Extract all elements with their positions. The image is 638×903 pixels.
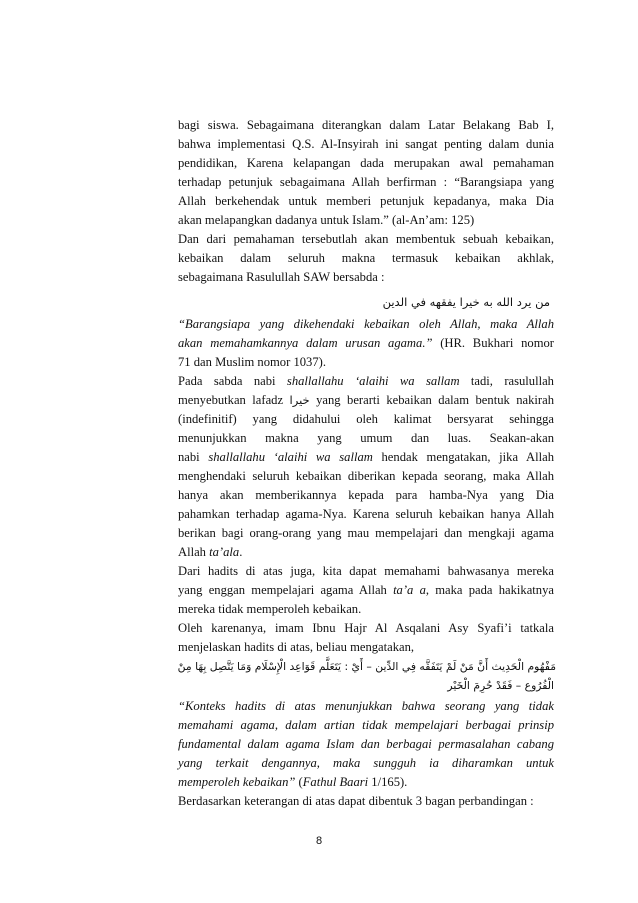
text-line: bahwa implementasi Q.S. Al-Insyirah ini sangat penting dalam dunia xyxy=(178,137,554,151)
text-line: hanya akan memberikannya kepada para hamba-Nya yang Dia xyxy=(178,488,554,502)
text-line: bagi siswa. Sebagaimana diterangkan dalam Latar Belakang Bab I, xyxy=(178,118,554,132)
text-span: , maka pada hakikatnya xyxy=(425,583,554,597)
text-line: Oleh karenanya, imam Ibnu Hajr Al Asqalani Asy Syafi’i tatkala xyxy=(178,621,554,635)
text-line: fundamental dalam agama Islam dan berbagai permasalahan cabang xyxy=(178,737,554,751)
text-span: Pada sabda nabi xyxy=(178,374,287,388)
text-span: hendak mengatakan, jika Allah xyxy=(372,450,554,464)
text-span: yang enggan mempelajari agama Allah xyxy=(178,583,394,597)
text-line xyxy=(178,334,554,353)
text-line: menjelaskan hadits di atas, beliau mengatakan, xyxy=(178,640,415,654)
text-line: (indefinitif) yang didahului oleh kalimat bersyarat sehingga xyxy=(178,412,554,426)
text-line xyxy=(178,581,554,600)
arabic-word: خيرا xyxy=(289,393,310,407)
text-line: mereka tidak memperoleh kebaikan. xyxy=(178,602,362,616)
text-line: menghendaki seluruh kebaikan diberikan kepada seorang, maka Allah xyxy=(178,469,554,483)
text-line: yang terkait dengannya, maka sungguh ia diharamkan untuk xyxy=(178,756,554,770)
text-line: terhadap petunjuk sebagaimana Allah berfirman : “Barangsiapa yang xyxy=(178,175,554,189)
text-span: . xyxy=(239,545,243,559)
text-line: Berdasarkan keterangan di atas dapat dibentuk 3 bagan perbandingan : xyxy=(178,794,534,808)
text-line: berikan bagi orang-orang yang mau mempelajari dan mengkaji agama xyxy=(178,526,554,540)
page-number: 8 xyxy=(315,835,323,847)
text-span: yang berarti kebaikan dalam bentuk nakirah xyxy=(309,393,555,407)
text-line: 71 dan Muslim nomor 1037). xyxy=(178,355,326,369)
italic-text: shallallahu ‘alaihi wa sallam xyxy=(286,374,460,388)
italic-text: akan memahamkannya dalam urusan agama.” xyxy=(178,336,433,350)
italic-text: Fathul Baari xyxy=(302,775,369,789)
arabic-quote-line: مَفْهُوم الْحَدِيث أَنَّ مَنْ لَمْ يَتَفَقَّه فِي الدِّين – أَيْ : يَتَعَلَّم قَوَاعِد الْإِسْلَام وَمَا يَتَّصِل بِهَا مِنْ xyxy=(177,660,556,673)
text-line: akan melapangkan dadanya untuk Islam.” (al-An’am: 125) xyxy=(178,213,475,227)
text-span: menyebutkan lafadz xyxy=(178,393,290,407)
text-line: sebagaimana Rasulullah SAW bersabda : xyxy=(178,270,385,284)
text-line xyxy=(178,448,554,467)
text-span: nabi xyxy=(178,450,209,464)
text-line xyxy=(178,391,554,410)
text-span: (HR. Bukhari nomor xyxy=(432,336,554,350)
italic-text: shallallahu ‘alaihi wa sallam xyxy=(208,450,373,464)
text-line: pahamkan terhadap agama-Nya. Karena seluruh kebaikan hanya Allah xyxy=(178,507,554,521)
text-line xyxy=(178,372,554,391)
italic-text: ta’a a xyxy=(393,583,426,597)
text-line: kebaikan dalam seluruh makna termasuk kebaikan akhlak, xyxy=(178,251,554,265)
text-line: memahami agama, dalam artian tidak mempelajari berbagai prinsip xyxy=(178,718,554,732)
text-line: “Barangsiapa yang dikehendaki kebaikan oleh Allah, maka Allah xyxy=(178,317,554,331)
text-line: Dan dari pemahaman tersebutlah akan membentuk sebuah kebaikan, xyxy=(178,232,554,246)
italic-text: ta’ala xyxy=(209,545,240,559)
text-span: Allah xyxy=(178,545,210,559)
text-line: “Konteks hadits di atas menunjukkan bahwa seorang yang tidak xyxy=(178,699,554,713)
arabic-hadith: من يرد الله به خيرا يفقهه في الدين xyxy=(382,295,550,309)
text-line xyxy=(178,773,554,792)
text-span: 1/165). xyxy=(368,775,408,789)
text-span: tadi, rasulullah xyxy=(459,374,554,388)
text-line: Allah berkehendak untuk memberi petunjuk kepadanya, maka Dia xyxy=(178,194,554,208)
text-span: ( xyxy=(295,775,303,789)
text-line: Dari hadits di atas juga, kita dapat memahami bahwasanya mereka xyxy=(178,564,554,578)
text-line: pendidikan, Karena kelapangan dada merupakan awal pemahaman xyxy=(178,156,554,170)
italic-text: memperoleh kebaikan” xyxy=(178,775,296,789)
arabic-quote-line: الْفُرُوع – فَقَدْ حُرِمَ الْخَيْر xyxy=(447,679,554,692)
text-line: menunjukkan makna yang umum dan luas. Seakan-akan xyxy=(178,431,554,445)
text-line xyxy=(178,543,554,562)
